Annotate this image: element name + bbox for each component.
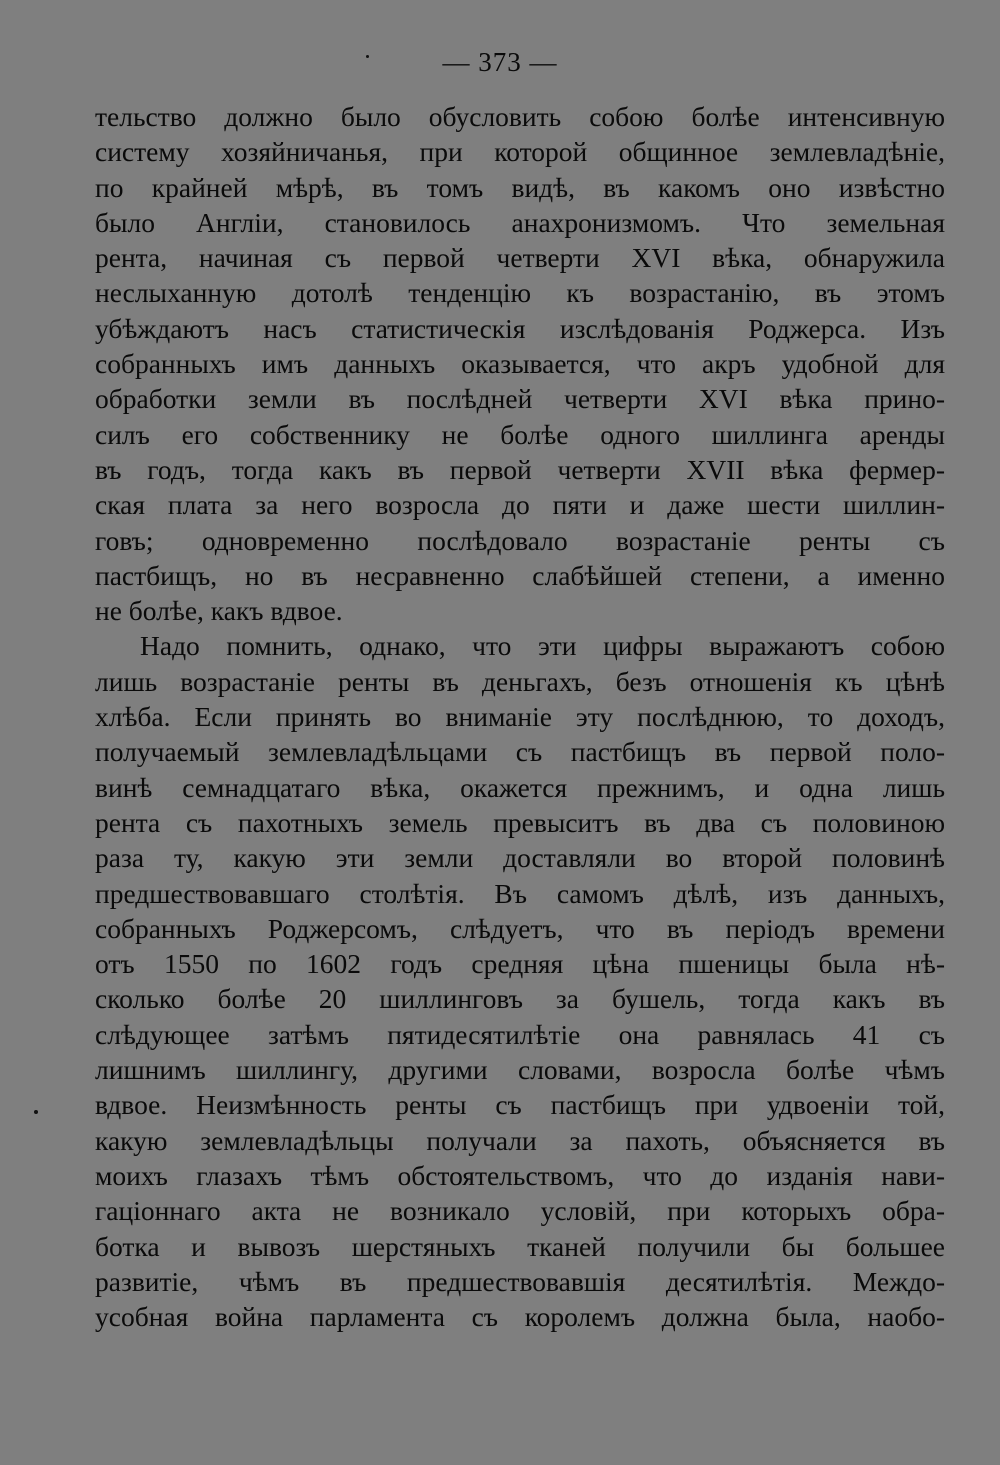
text-line: лишнимъ шиллингу, другими словами, возросла болѣе чѣмъ [95,1054,945,1086]
text-line: Надо помнить, однако, что эти цифры выражаютъ собою [140,630,945,662]
print-speck [366,55,369,58]
text-line: хлѣба. Если принять во вниманіе эту послѣднюю, то доходъ, [95,701,945,733]
text-line: обработки земли въ послѣдней четверти XVI вѣка прино- [95,383,945,415]
text-line: въ годъ, тогда какъ въ первой четверти XVII вѣка фермер- [95,453,945,485]
text-line: собранныхъ Роджерсомъ, слѣдуетъ, что въ періодъ времени [95,912,945,944]
text-line: рента, начиная съ первой четверти XVI вѣка, обнаружила [95,242,945,274]
text-line: пастбищъ, но въ несравненно слабѣйшей степени, а именно [95,559,945,591]
text-line: какую землевладѣльцы получали за пахоть, объясняется въ [95,1124,945,1156]
text-line: убѣждаютъ насъ статистическія изслѣдованія Роджерса. Изъ [95,312,945,344]
text-line: ская плата за него возросла до пяти и даже шести шиллин- [95,489,945,521]
text-line: слѣдующее затѣмъ пятидесятилѣтіе она равнялась 41 съ [95,1018,945,1050]
text-line: было Англіи, становилось анахронизмомъ. Что земельная [95,206,945,238]
text-line: по крайней мѣрѣ, въ томъ видѣ, въ какомъ оно извѣстно [95,171,945,203]
paragraph-1 [95,99,945,628]
text-line: предшествовавшаго столѣтія. Въ самомъ дѣлѣ, изъ данныхъ, [95,877,945,909]
text-line: систему хозяйничанья, при которой общинное землевладѣніе, [95,136,945,168]
text-line: моихъ глазахъ тѣмъ обстоятельствомъ, что до изданія нави- [95,1159,945,1191]
text-line: говъ; одновременно послѣдовало возрастаніе ренты съ [95,524,945,556]
text-line: развитіе, чѣмъ въ предшествовавшія десятилѣтія. Междо- [95,1265,945,1297]
text-line: отъ 1550 по 1602 годъ средняя цѣна пшеницы была нѣ- [95,948,945,980]
text-line: тельство должно было обусловить собою болѣе интенсивную [95,101,945,132]
text-line: собранныхъ имъ данныхъ оказывается, что акръ удобной для [95,348,945,380]
page-number: — 373 — [442,47,558,77]
body-text [95,99,945,1334]
text-line: неслыханную дотолѣ тенденцію къ возрастанію, въ этомъ [95,277,945,309]
text-line: гаціоннаго акта не возникало условій, при которыхъ обра- [95,1195,945,1227]
text-line: усобная война парламента съ королемъ должна была, наобо- [95,1301,945,1333]
print-speck [34,1110,38,1114]
text-line: ботка и вывозъ шерстяныхъ тканей получили бы большее [95,1230,945,1262]
text-line: рента съ пахотныхъ земель превыситъ въ два съ половиною [95,806,945,838]
text-line: получаемый землевладѣльцами съ пастбищъ въ первой поло- [95,736,945,768]
text-line: раза ту, какую эти земли доставляли во второй половинѣ [95,842,945,874]
text-line: силъ его собственнику не болѣе одного шиллинга аренды [95,418,945,450]
text-line: сколько болѣе 20 шиллинговъ за бушель, тогда какъ въ [95,983,945,1015]
text-line: винѣ семнадцатаго вѣка, окажется прежнимъ, и одна лишь [95,771,945,803]
text-line: вдвое. Неизмѣнность ренты съ пастбищъ при удвоеніи той, [95,1089,945,1121]
text-line: не болѣе, какъ вдвое. [95,595,343,627]
paragraph-2 [95,628,945,1334]
text-line: лишь возрастаніе ренты въ деньгахъ, безъ отношенія къ цѣнѣ [95,665,945,697]
